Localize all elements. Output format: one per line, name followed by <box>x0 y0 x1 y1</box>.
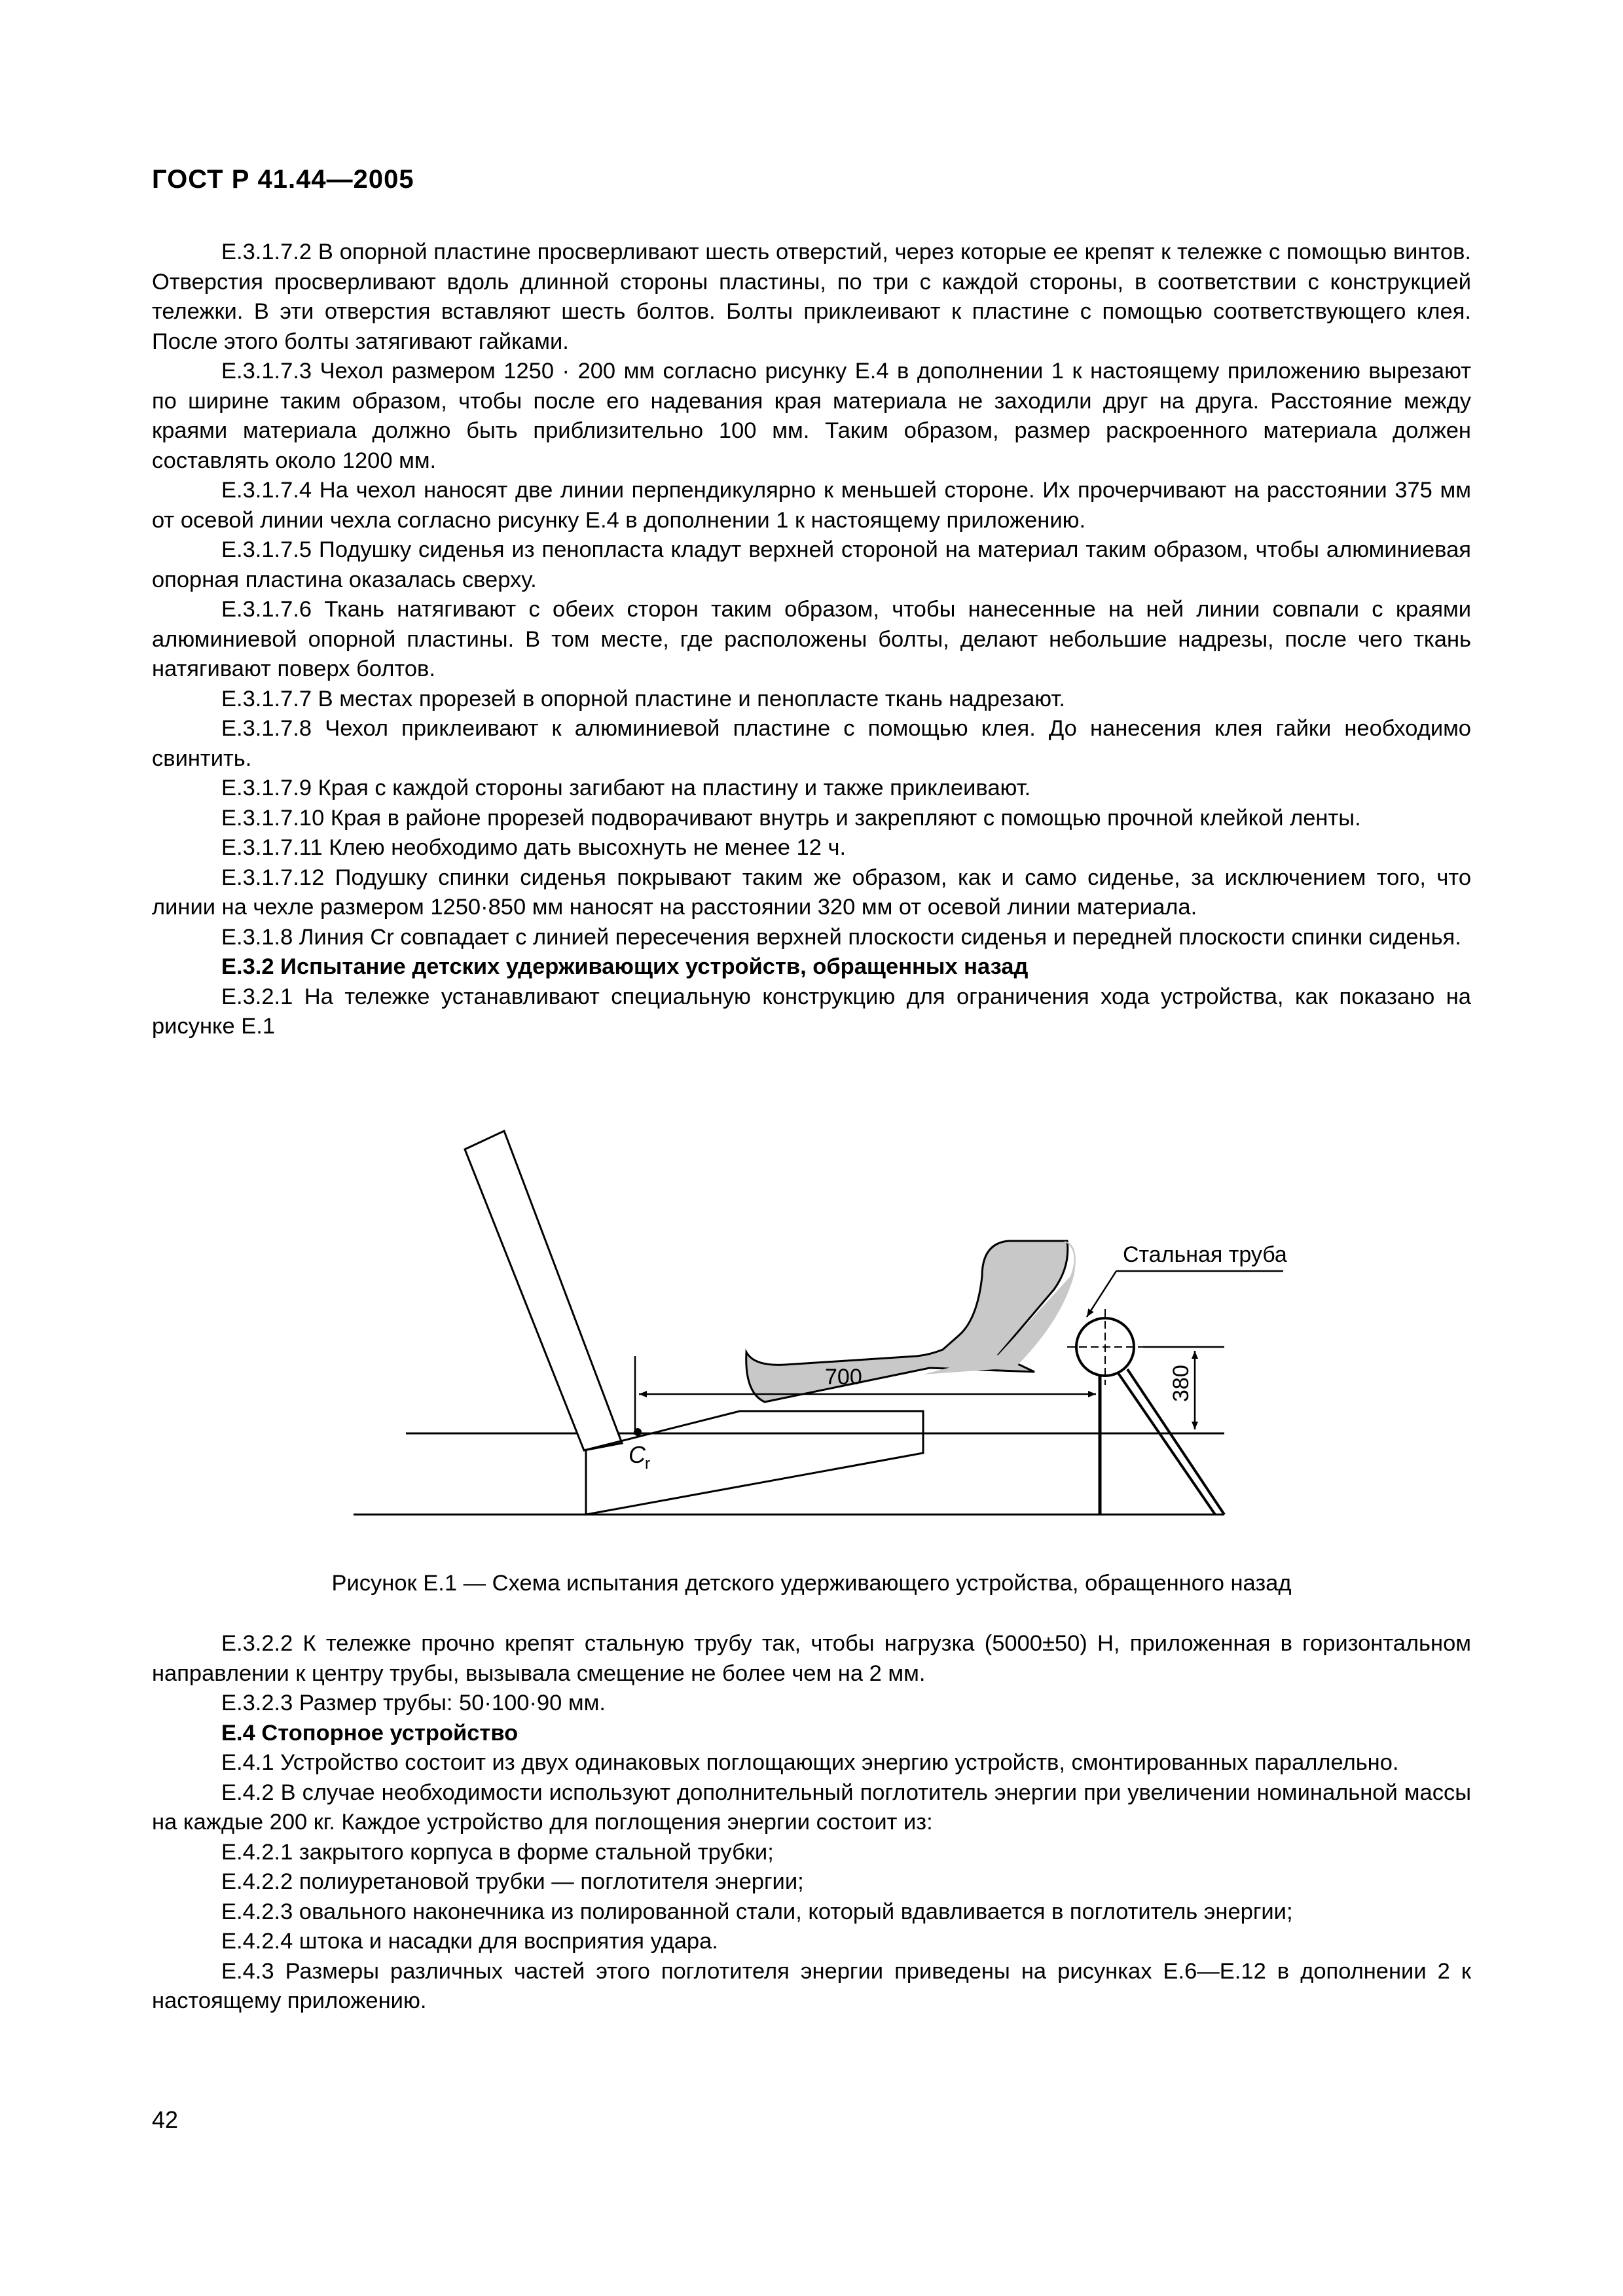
paragraph: Е.4.3 Размеры различных частей этого поглотителя энергии приведены на рисунках Е.6—Е.12 в дополнении 2 к настоящему приложению. <box>152 1958 1471 2013</box>
dimension-380-label: 380 <box>1169 1365 1194 1402</box>
paragraph: Е.3.1.7.9 Края с каждой стороны загибают на пластину и также приклеивают. <box>221 776 1031 800</box>
seat-back <box>465 1131 622 1450</box>
text-block-bottom <box>152 1629 1471 2017</box>
paragraph: Е.3.1.8 Линия Cr совпадает с линией пересечения верхней плоскости сиденья и передней плоскости спинки сиденья. <box>221 924 1461 950</box>
paragraph: Е.3.1.7.6 Ткань натягивают с обеих сторон таким образом, чтобы нанесенные на ней линии совпали с краями алюминиевой опорной пластины. В том месте, где расположены болты, делают небольшие надрезы, после чего ткань натягивают поверх болтов. <box>152 597 1471 681</box>
figure-e1 <box>354 1086 1287 1545</box>
point-cr-subscript: r <box>645 1455 650 1473</box>
figure-caption: Рисунок Е.1 — Схема испытания детского удерживающего устройства, обращенного назад <box>331 1571 1292 1596</box>
paragraph: Е.3.1.7.11 Клею необходимо дать высохнуть не менее 12 ч. <box>221 835 847 860</box>
paragraph: Е.3.1.7.4 На чехол наносят две линии перпендикулярно к меньшей стороне. Их прочерчивают на расстоянии 375 мм от осевой линии чехла согласно рисунку Е.4 в дополнении 1 к настоящему приложению. <box>152 478 1471 533</box>
pipe-label: Стальная труба <box>1123 1242 1287 1267</box>
paragraph: Е.3.1.7.12 Подушку спинки сиденья покрывают таким же образом, как и само сиденье, за исключением того, что линии на чехле размером 1250·850 мм наносят на расстоянии 320 мм от осевой линии материала. <box>152 865 1471 920</box>
child-restraint-shell <box>746 1241 1068 1402</box>
dimension-700-label: 700 <box>825 1365 862 1390</box>
paragraph: Е.4.2.4 штока и насадки для восприятия удара. <box>221 1929 718 1954</box>
paragraph: Е.4.2.3 овального наконечника из полированной стали, который вдавливается в поглотитель энергии; <box>221 1899 1293 1924</box>
paragraph: Е.3.1.7.2 В опорной пластине просверливают шесть отверстий, через которые ее крепят к тележке с помощью винтов. Отверстия просверливают вдоль длинной стороны пластины, по три с каждой стороны, в соответствии с конструкцией тележки. В эти отверстия вставляют шесть болтов. Болты приклеивают к пластине с помощью соответствующего клея. После этого болты затягивают гайками. <box>152 240 1471 354</box>
paragraph: Е.3.1.7.7 В местах прорезей в опорной пластине и пенопласте ткань надрезают. <box>221 686 1065 711</box>
diagonal-strut <box>1118 1373 1215 1515</box>
document-header: ГОСТ Р 41.44—2005 <box>152 165 414 194</box>
paragraph: Е.3.1.7.3 Чехол размером 1250 · 200 мм согласно рисунку Е.4 в дополнении 1 к настоящему приложению вырезают по ширине таким образом, чтобы после его надевания края материала не заходили друг на друга. Расстояние между краями материала должно быть приблизительно 100 мм. Таким образом, размер раскроенного материала должен составлять около 1200 мм. <box>152 359 1471 473</box>
figure-e1-diagram <box>354 1086 1287 1545</box>
paragraph: Е.3.1.7.10 Края в районе прорезей подворачивают внутрь и закрепляют с помощью прочной клейкой ленты. <box>221 805 1361 831</box>
paragraph: Е.3.1.7.8 Чехол приклеивают к алюминиевой пластине с помощью клея. До нанесения клея гайки необходимо свинтить. <box>152 716 1471 771</box>
paragraph: Е.3.2.2 К тележке прочно крепят стальную трубу так, чтобы нагрузка (5000±50) Н, приложенная в горизонтальном направлении к центру трубы, вызывала смещение не более чем на 2 мм. <box>152 1631 1471 1686</box>
text-block-top <box>152 238 1471 1042</box>
page-number: 42 <box>152 2106 179 2133</box>
paragraph: Е.4.2 В случае необходимости используют дополнительный поглотитель энергии при увеличении номинальной массы на каждые 200 кг. Каждое устройство для поглощения энергии состоит из: <box>152 1780 1471 1835</box>
point-cr <box>634 1428 642 1436</box>
section-heading: Е.3.2 Испытание детских удерживающих устройств, обращенных назад <box>221 954 1029 979</box>
section-heading: Е.4 Стопорное устройство <box>221 1720 519 1746</box>
paragraph: Е.3.1.7.5 Подушку сиденья из пенопласта кладут верхней стороной на материал таким образом, чтобы алюминиевая опорная пластина оказалась сверху. <box>152 537 1471 592</box>
point-cr-label: C <box>629 1441 646 1468</box>
paragraph: Е.3.2.1 На тележке устанавливают специальную конструкцию для ограничения хода устройства, как показано на рисунке Е.1 <box>152 984 1471 1039</box>
paragraph: Е.4.2.2 полиуретановой трубки — поглотителя энергии; <box>221 1869 804 1894</box>
paragraph: Е.4.1 Устройство состоит из двух одинаковых поглощающих энергию устройств, смонтированных параллельно. <box>221 1750 1399 1775</box>
paragraph: Е.4.2.1 закрытого корпуса в форме стальной трубки; <box>221 1839 774 1865</box>
paragraph: Е.3.2.3 Размер трубы: 50·100·90 мм. <box>221 1691 606 1715</box>
